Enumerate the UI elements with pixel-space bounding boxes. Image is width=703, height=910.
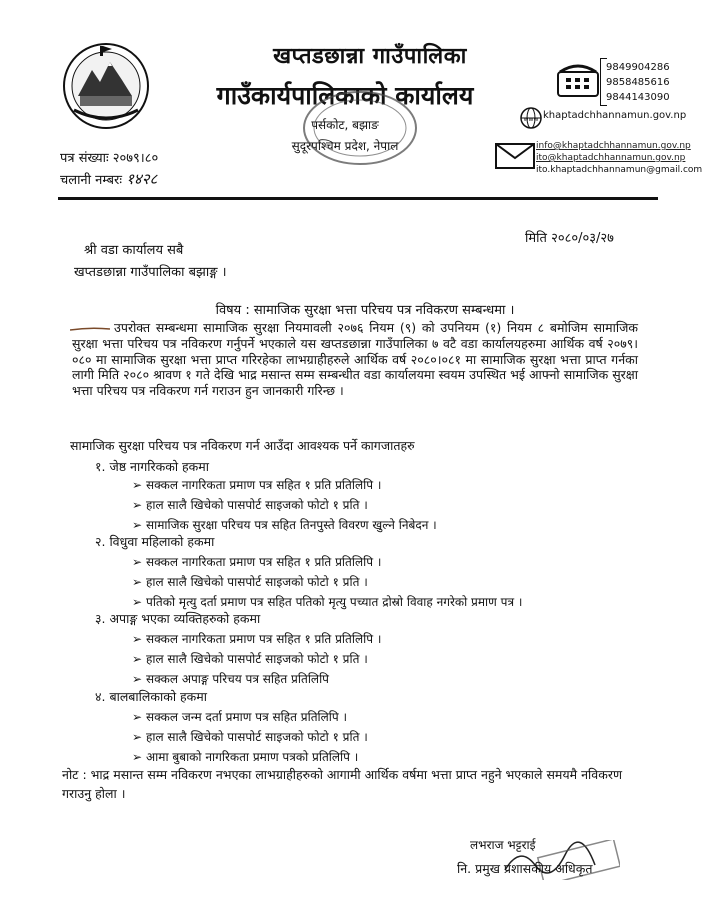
section-title: ३. अपाङ्ग भएका व्यक्तिहरुको हकमा	[95, 611, 261, 626]
chalani-label: चलानी नम्बरः	[60, 173, 122, 188]
patra-value: २०७९।८०	[112, 151, 159, 166]
patra-sankhya	[60, 148, 158, 166]
date-value: २०८०/०३/२७	[551, 231, 614, 246]
phone-numbers	[606, 60, 670, 105]
office-name: गाउँकार्यपालिकाको कार्यालय	[216, 81, 474, 110]
list-item: ➢ हाल सालै खिचेको पासपोर्ट साइजको फोटो १ प्रति ।	[132, 652, 368, 666]
arrow-icon: ➢	[132, 672, 143, 686]
list-item: ➢ हाल सालै खिचेको पासपोर्ट साइजको फोटो १ प्रति ।	[132, 498, 368, 512]
letter-date	[525, 228, 614, 246]
arrow-icon: ➢	[132, 555, 143, 569]
list-item: ➢ हाल सालै खिचेको पासपोर्ट साइजको फोटो १ प्रति ।	[132, 730, 368, 744]
phone-number: 9858485616	[606, 77, 670, 88]
arrow-icon: ➢	[132, 730, 143, 744]
letter-subject: विषय : सामाजिक सुरक्षा भत्ता परिचय पत्र नविकरण सम्बन्धमा ।	[215, 303, 515, 318]
arrow-icon: ➢	[132, 575, 143, 589]
arrow-icon: ➢	[132, 518, 143, 532]
recipient-line-1: श्री वडा कार्यालय सबै	[84, 243, 184, 258]
signatory-designation: नि. प्रमुख प्रशासकीय अधिकृत	[457, 861, 593, 876]
chalani-number	[60, 169, 157, 189]
website-link[interactable]: khaptadchhannamun.gov.np	[543, 110, 687, 121]
email-link[interactable]: info@khaptadchhannamun.gov.np	[536, 141, 691, 151]
nepal-emblem-icon	[60, 40, 152, 132]
documents-heading: सामाजिक सुरक्षा परिचय पत्र नविकरण गर्न आउँदा आवश्यक पर्ने कागजातहरु	[70, 438, 415, 453]
list-item: ➢ हाल सालै खिचेको पासपोर्ट साइजको फोटो १ प्रति ।	[132, 575, 368, 589]
arrow-icon: ➢	[132, 478, 143, 492]
arrow-icon: ➢	[132, 652, 143, 666]
list-item: ➢ सामाजिक सुरक्षा परिचय पत्र सहित तिनपुस्ते विवरण खुल्ने निबेदन ।	[132, 518, 437, 532]
arrow-icon: ➢	[132, 595, 143, 609]
recipient-line-2: खप्तडछान्ना गाउँपालिका बझाङ्ग ।	[74, 265, 227, 280]
list-item: ➢ सक्कल नागरिकता प्रमाण पत्र सहित १ प्रति प्रतिलिपि ।	[132, 632, 382, 646]
list-item: ➢ सक्कल नागरिकता प्रमाण पत्र सहित १ प्रति प्रतिलिपि ।	[132, 478, 382, 492]
letter-note: नोट : भाद्र मसान्त सम्म नविकरण नभएका लाभग्राहीहरुको आगामी आर्थिक वर्षमा भत्ता प्राप्त नहुने भएकाले समयमै नविकरण गराउनु होला ।	[62, 767, 622, 801]
phone-number: 9849904286	[606, 62, 670, 73]
list-item: ➢ सक्कल अपाङ्ग परिचय पत्र सहित प्रतिलिपि	[132, 672, 329, 686]
date-label: मिति	[525, 231, 547, 246]
pen-mark	[70, 327, 110, 331]
signatory-name: लभराज भट्टराई	[470, 838, 536, 852]
header-divider	[58, 197, 658, 200]
office-seal-icon	[300, 88, 420, 168]
section-title: २. विधुवा महिलाको हकमा	[95, 534, 215, 549]
phone-number: 9844143090	[606, 92, 670, 103]
body-text: उपरोक्त सम्बन्धमा सामाजिक सुरक्षा नियमावली २०७६ नियम (९) को उपनियम (१) नियम ८ बमोजिम सामाजिक सुरक्षा भत्ता परिचय पत्र नविकरण गर्नुपर्ने भएकाले यस खप्तडछान्ना गाउँपालिका ७ वटै वडा कार्यालयहरुमा आर्थिक वर्ष २०७९।०८० मा सामाजिक सुरक्षा भत्ता प्राप्त गरिरहेका लाभग्राहीहरुले आर्थिक वर्ष २०८०।०८१ मा सामाजिक सुरक्षा भत्ता प्राप्त गर्नका लागी मिति २०८० श्रावण १ गते देखि भाद्र मसान्त सम्म सम्बन्धीत वडा कार्यालयमा स्वयम उपस्थित भई आफ्नो सामाजिक सुरक्षा भत्ता परिचय पत्र नविकरण गर्न गराउन हुन जानकारी गरिन्छ ।	[72, 320, 638, 399]
list-item: ➢ सक्कल जन्म दर्ता प्रमाण पत्र सहित प्रतिलिपि ।	[132, 710, 348, 724]
email-link[interactable]: ito@khaptadchhannamun.gov.np	[536, 153, 686, 163]
email-list	[536, 140, 702, 176]
section-title: १. जेष्ठ नागरिकको हकमा	[95, 459, 209, 474]
arrow-icon: ➢	[132, 710, 143, 724]
envelope-icon	[495, 143, 535, 169]
svg-text:www: www	[523, 116, 539, 123]
patra-label: पत्र संख्याः	[60, 151, 109, 166]
address-line-1: पर्सकोट, बझाङ	[311, 118, 379, 132]
arrow-icon: ➢	[132, 750, 143, 764]
municipality-name: खप्तडछान्ना गाउँपालिका	[273, 44, 467, 69]
list-item: ➢ पतिको मृत्यु दर्ता प्रमाण पत्र सहित पतिको मृत्यु पच्यात द्रोस्रो विवाह नगरेको प्रमाण पत्र ।	[132, 595, 523, 609]
arrow-icon: ➢	[132, 498, 143, 512]
list-item: ➢ सक्कल नागरिकता प्रमाण पत्र सहित १ प्रति प्रतिलिपि ।	[132, 555, 382, 569]
globe-icon	[519, 106, 543, 130]
email-link[interactable]: ito.khaptadchhannamun@gmail.com	[536, 165, 703, 175]
arrow-icon: ➢	[132, 632, 143, 646]
section-title: ४. बालबालिकाको हकमा	[95, 689, 207, 704]
list-item: ➢ आमा बुबाको नागरिकता प्रमाण पत्रको प्रतिलिपि ।	[132, 750, 359, 764]
letter-body	[72, 320, 638, 399]
telephone-icon	[556, 62, 600, 98]
address-line-2: सुदूरपश्चिम प्रदेश, नेपाल	[291, 139, 399, 153]
chalani-value: १४२८	[126, 170, 158, 188]
